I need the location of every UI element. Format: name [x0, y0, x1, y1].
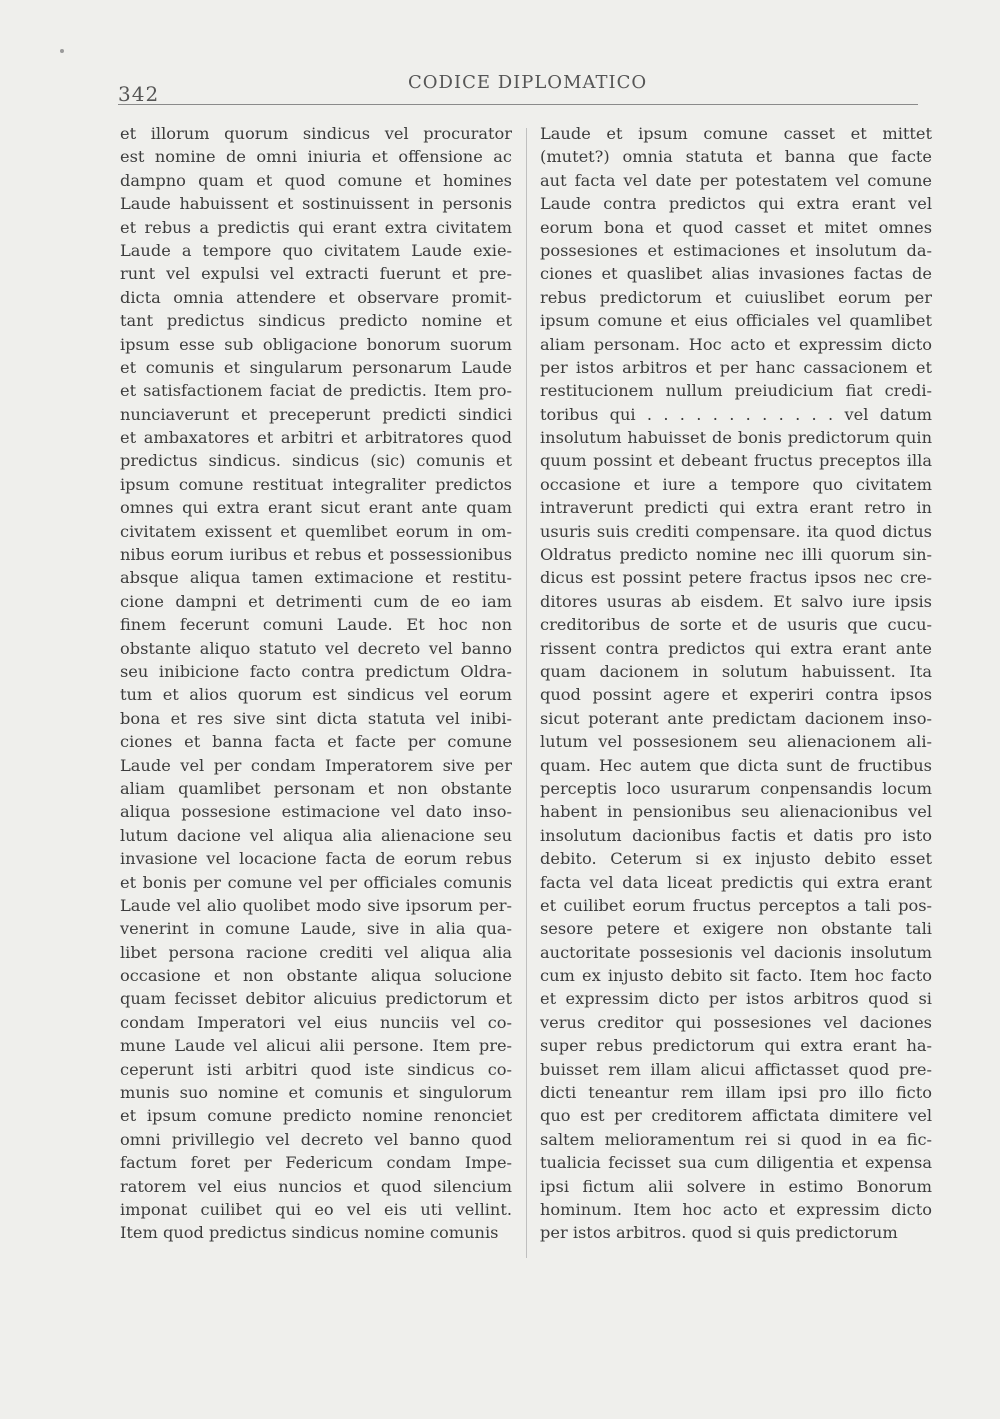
- text-line: per istos arbitros. quod si quis predictorum: [540, 1223, 898, 1243]
- text-line: auctoritate possesionis vel dacionis insolutum: [540, 942, 932, 962]
- text-line: Laude vel per condam Imperatorem sive per: [120, 755, 512, 775]
- text-line: quam fecisset debitor alicuius predictorum et: [120, 989, 512, 1009]
- text-line: tum et alios quorum est sindicus vel eorum: [120, 685, 512, 705]
- text-line: libet persona racione crediti vel aliqua alia: [120, 942, 512, 962]
- text-line: possesiones et estimaciones et insolutum da-: [540, 240, 932, 260]
- text-line: invasione vel locacione facta de eorum rebus: [120, 849, 512, 869]
- text-line: ciones et quaslibet alias invasiones factas de: [540, 264, 932, 284]
- text-line: Laude contra predictos qui extra erant vel: [540, 194, 932, 214]
- text-line: cione dampni et detrimenti cum de eo iam: [120, 591, 512, 611]
- text-line: runt vel expulsi vel extracti fuerunt et pre-: [120, 264, 512, 284]
- text-line: Oldratus predicto nomine nec illi quorum sin-: [540, 545, 932, 565]
- text-line: buisset rem illam alicui affictasset quod pre-: [540, 1059, 932, 1079]
- text-line: toribus qui . . . . . . . . . . . . vel datum: [540, 404, 932, 424]
- text-line: rissent contra predictos qui extra erant ante: [540, 638, 932, 658]
- text-line: condam Imperatori vel eius nunciis vel co-: [120, 1012, 512, 1032]
- text-line: dicta omnia attendere et observare promit-: [120, 287, 512, 307]
- text-line: occasione et non obstante aliqua solucione: [120, 966, 512, 986]
- text-line: quum possint et debeant fructus preceptos illa: [540, 451, 932, 471]
- text-line: perceptis loco usurarum conpensandis locum: [540, 778, 932, 798]
- text-line: quam dacionem in solutum habuissent. Ita: [540, 661, 932, 681]
- text-line: quam. Hec autem que dicta sunt de fructibus: [540, 755, 932, 775]
- text-line: venerint in comune Laude, sive in alia qua-: [120, 919, 512, 939]
- text-line: lutum dacione vel aliqua alia alienacione seu: [120, 825, 512, 845]
- text-line: sicut poterant ante predictam dacionem inso-: [540, 708, 932, 728]
- text-line: habent in pensionibus seu alienacionibus vel: [540, 802, 932, 822]
- text-line: finem fecerunt comuni Laude. Et hoc non: [120, 615, 512, 635]
- text-line: super rebus predictorum qui extra erant ha-: [540, 1036, 932, 1056]
- text-line: Item quod predictus sindicus nomine comunis: [120, 1223, 499, 1243]
- left-text-column: [120, 122, 512, 1245]
- text-line: et ambaxatores et arbitri et arbitratores quod: [120, 428, 512, 448]
- text-line: et rebus a predictis qui erant extra civitatem: [120, 217, 512, 237]
- text-line: omnes qui extra erant sicut erant ante quam: [120, 498, 512, 518]
- text-line: aliam quamlibet personam et non obstante: [120, 778, 512, 798]
- text-line: ciones et banna facta et facte per comune: [120, 732, 512, 752]
- text-line: tant predictus sindicus predicto nomine et: [120, 311, 512, 331]
- text-line: hominum. Item hoc acto et expressim dicto: [540, 1199, 932, 1219]
- text-line: intraverunt predicti qui extra erant retro in: [540, 498, 932, 518]
- text-line: predictus sindicus. sindicus (sic) comunis et: [120, 451, 512, 471]
- text-line: civitatem exissent et quemlibet eorum in om-: [120, 521, 512, 541]
- text-line: insolutum habuisset de bonis predictorum quin: [540, 428, 932, 448]
- text-line: omni privillegio vel decreto vel banno quod: [120, 1129, 512, 1149]
- text-line: ratorem vel eius nuncios et quod silencium: [120, 1176, 512, 1196]
- text-line: est nomine de omni iniuria et offensione ac: [120, 147, 512, 167]
- text-line: quo est per creditorem affictata dimitere vel: [540, 1106, 932, 1126]
- text-line: quod possint agere et experiri contra ipsos: [540, 685, 932, 705]
- text-line: imponat cuilibet qui eo vel eis uti vellint.: [120, 1199, 512, 1219]
- text-line: occasione et iure a tempore quo civitatem: [540, 474, 932, 494]
- text-line: ipsum esse sub obligacione bonorum suorum: [120, 334, 512, 354]
- text-line: lutum vel possesionem seu alienacionem ali-: [540, 732, 932, 752]
- text-line: Laude vel alio quolibet modo sive ipsorum per-: [120, 895, 512, 915]
- text-line: aliam personam. Hoc acto et expressim dicto: [540, 334, 932, 354]
- text-line: eorum bona et quod casset et mitet omnes: [540, 217, 932, 237]
- text-line: et bonis per comune vel per officiales comunis: [120, 872, 512, 892]
- text-line: munis suo nomine et comunis et singulorum: [120, 1083, 512, 1103]
- text-line: absque aliqua tamen extimacione et restitu-: [120, 568, 512, 588]
- text-line: seu inibicione facto contra predictum Oldra-: [120, 661, 512, 681]
- text-line: dicti teneantur rem illam ipsi pro illo ficto: [540, 1083, 932, 1103]
- text-line: mune Laude vel alicui alii persone. Item pre-: [120, 1036, 512, 1056]
- paper-speck: [60, 49, 64, 53]
- text-line: sesore petere et exigere non obstante tali: [540, 919, 932, 939]
- text-line: restitucionem nullum preiudicium fiat credi-: [540, 381, 932, 401]
- page-number: 342: [118, 82, 160, 106]
- running-head: CODICE DIPLOMATICO: [408, 72, 648, 93]
- text-line: aut facta vel date per potestatem vel comune: [540, 170, 932, 190]
- text-line: et cuilibet eorum fructus perceptos a tali pos-: [540, 895, 932, 915]
- text-line: verus creditor qui possesiones vel daciones: [540, 1012, 932, 1032]
- header-rule: [118, 104, 918, 105]
- text-line: per istos arbitros et per hanc cassacionem et: [540, 357, 932, 377]
- right-text-column: [540, 122, 932, 1245]
- text-line: usuris suis crediti compensare. ita quod dictus: [540, 521, 932, 541]
- text-line: aliqua possesione estimacione vel dato inso-: [120, 802, 512, 822]
- text-line: rebus predictorum et cuiuslibet eorum per: [540, 287, 932, 307]
- text-line: facta vel data liceat predictis qui extra erant: [540, 872, 932, 892]
- text-line: et ipsum comune predicto nomine renonciet: [120, 1106, 512, 1126]
- text-line: cum ex injusto debito sit facto. Item hoc facto: [540, 966, 932, 986]
- text-line: et satisfactionem faciat de predictis. Item pro-: [120, 381, 512, 401]
- text-line: ipsi fictum alii solvere in estimo Bonorum: [540, 1176, 932, 1196]
- text-line: obstante aliquo statuto vel decreto vel banno: [120, 638, 512, 658]
- text-line: insolutum dacionibus factis et datis pro isto: [540, 825, 932, 845]
- text-line: creditoribus de sorte et de usuris que cucu-: [540, 615, 932, 635]
- text-line: ditores usuras ab eisdem. Et salvo iure ipsis: [540, 591, 932, 611]
- text-line: Laude et ipsum comune casset et mittet: [540, 124, 932, 143]
- text-line: dampno quam et quod comune et homines: [120, 170, 512, 190]
- text-line: tualicia fecisset sua cum diligentia et expensa: [540, 1153, 932, 1173]
- text-line: saltem melioramentum rei si quod in ea fic-: [540, 1129, 932, 1149]
- text-line: (mutet?) omnia statuta et banna que facte: [540, 147, 932, 167]
- text-line: et expressim dicto per istos arbitros quod si: [540, 989, 932, 1009]
- text-line: Laude habuissent et sostinuissent in personis: [120, 194, 512, 214]
- text-line: nunciaverunt et preceperunt predicti sindici: [120, 404, 512, 424]
- text-line: ipsum comune restituat integraliter predictos: [120, 474, 512, 494]
- column-divider: [526, 128, 527, 1258]
- text-line: bona et res sive sint dicta statuta vel inibi-: [120, 708, 512, 728]
- text-line: Laude a tempore quo civitatem Laude exie-: [120, 240, 512, 260]
- text-line: nibus eorum iuribus et rebus et possessionibus: [120, 545, 512, 565]
- text-line: factum foret per Federicum condam Impe-: [120, 1153, 512, 1173]
- text-line: et illorum quorum sindicus vel procurator: [120, 124, 512, 143]
- text-line: et comunis et singularum personarum Laude: [120, 357, 512, 377]
- text-line: debito. Ceterum si ex injusto debito esset: [540, 849, 932, 869]
- text-line: ipsum comune et eius officiales vel quamlibet: [540, 311, 932, 331]
- text-line: ceperunt isti arbitri quod iste sindicus co-: [120, 1059, 512, 1079]
- text-line: dicus est possint petere fractus ipsos nec cre-: [540, 568, 932, 588]
